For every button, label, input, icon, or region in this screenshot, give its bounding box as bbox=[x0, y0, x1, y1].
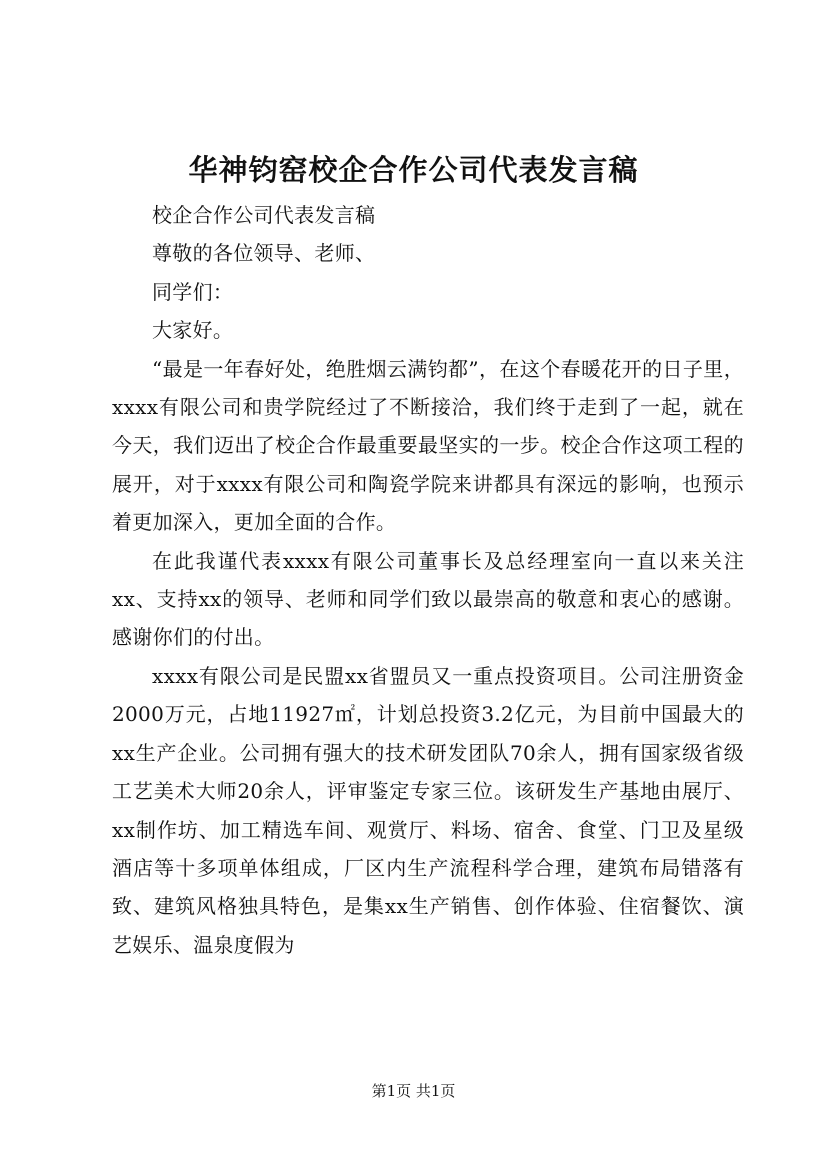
document-title: 华神钧窑校企合作公司代表发言稿 bbox=[188, 153, 639, 187]
paragraph-opening: “最是一年春好处，绝胜烟云满钧都”，在这个春暖花开的日子里，xxxx有限公司和贵学院经过了不断接洽，我们终于走到了一起，就在今天，我们迈出了校企合作最重要最坚实的一步。校企合作这项工程的展开，对于xxxx有限公司和陶瓷学院来讲都具有深远的影响，也预示着更加深入，更加全面的合作。 bbox=[112, 356, 744, 535]
page-footer: 第1页 共1页 bbox=[371, 1082, 456, 1100]
paragraph-salutation-1: 尊敬的各位领导、老师、 bbox=[152, 241, 376, 266]
paragraph-greeting: 大家好。 bbox=[152, 318, 234, 343]
paragraph-thanks: 在此我谨代表xxxx有限公司董事长及总经理室向一直以来关注xx、支持xx的领导、老师和同学们致以最崇高的敬意和衷心的感谢。感谢你们的付出。 bbox=[112, 548, 744, 650]
document-body bbox=[112, 196, 744, 964]
paragraph-company-intro: xxxx有限公司是民盟xx省盟员又一重点投资项目。公司注册资金2000万元，占地11927㎡，计划总投资3.2亿元，为目前中国最大的xx生产企业。公司拥有强大的技术研发团队70余人，拥有国家级省级工艺美术大师20余人，评审鉴定专家三位。该研发生产基地由展厅、xx制作坊、加工精选车间、观赏厅、料场、宿舍、食堂、门卫及星级酒店等十多项单体组成，厂区内生产流程科学合理，建筑布局错落有致、建筑风格独具特色，是集xx生产销售、创作体验、住宿餐饮、演艺娱乐、温泉度假为 bbox=[112, 663, 744, 957]
paragraph-salutation-2: 同学们： bbox=[152, 279, 234, 304]
paragraph-subtitle: 校企合作公司代表发言稿 bbox=[152, 203, 376, 227]
